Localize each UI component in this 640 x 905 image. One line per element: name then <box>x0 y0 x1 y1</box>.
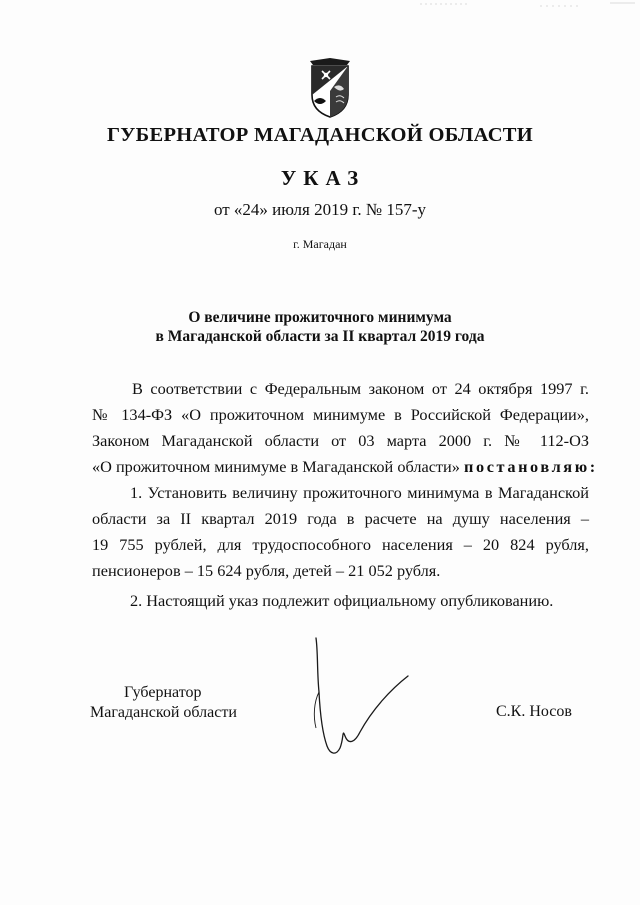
city-line: г. Магадан <box>293 237 347 251</box>
decree-body <box>92 376 598 614</box>
preamble-last-text: «О прожиточном минимуме в Магаданской области» <box>92 457 460 476</box>
preamble-last-line <box>92 454 598 480</box>
preamble-line: Законом Магаданской области от 03 марта 2000 г. № 112-ОЗ <box>92 431 589 450</box>
handwritten-signature-icon <box>300 632 420 762</box>
item-1-line: 19 755 рублей, для трудоспособного населения – 20 824 рубля, <box>92 535 589 554</box>
item-1-last-line: пенсионеров – 15 624 рубля, детей – 21 052 рубля. <box>92 561 441 580</box>
item-1-line: области за II квартал 2019 года в расчете на душу населения – <box>92 509 589 528</box>
item-1-line: 1. Установить величину прожиточного минимума в Магаданской <box>130 483 589 502</box>
magadan-coat-of-arms-icon <box>300 57 360 119</box>
date-number-line: от «24» июля 2019 г. № 157-у <box>213 200 427 219</box>
item-2-line: 2. Настоящий указ подлежит официальному опубликованию. <box>130 591 554 610</box>
decree-subject <box>0 308 640 346</box>
scan-marks <box>410 0 640 14</box>
signatory-role-line-1: Губернатор <box>124 684 202 701</box>
document-type: УКАЗ <box>280 166 366 190</box>
signatory-role <box>90 683 237 723</box>
signatory-role-line-2: Магаданской области <box>90 704 237 721</box>
decree-word: постановляю: <box>463 457 598 476</box>
issuer-title: ГУБЕРНАТОР МАГАДАНСКОЙ ОБЛАСТИ <box>106 124 534 146</box>
preamble-line: В соответствии с Федеральным законом от 24 октября 1997 г. <box>132 379 589 398</box>
signatory-name: С.К. Носов <box>496 703 572 720</box>
preamble-line: № 134-ФЗ «О прожиточном минимуме в Российской Федерации», <box>92 405 589 424</box>
subject-line-2: в Магаданской области за II квартал 2019 года <box>155 328 485 345</box>
subject-line-1: О величине прожиточного минимума <box>188 309 452 326</box>
